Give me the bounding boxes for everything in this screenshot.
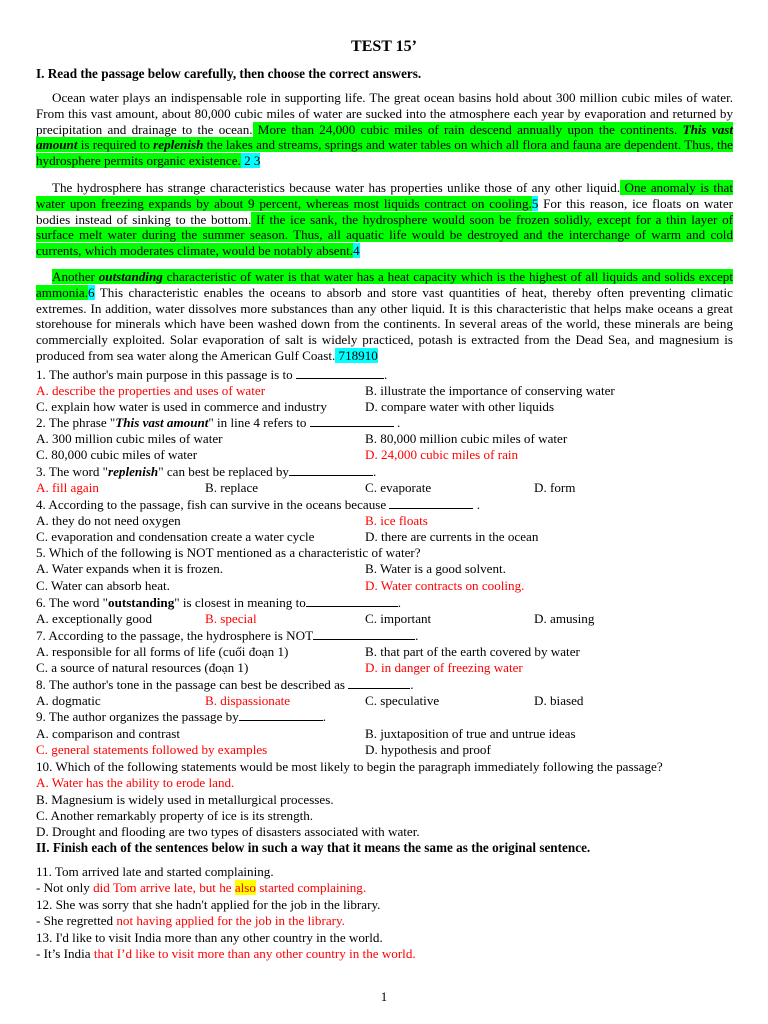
sentence-11: 11. Tom arrived late and started complaining. (36, 864, 274, 879)
q4-option-b[interactable]: B. ice floats (365, 513, 428, 528)
q3-option-c[interactable]: C. evaporate (365, 480, 432, 495)
q8-option-d[interactable]: D. biased (534, 693, 584, 708)
sentence-11-answer: - Not only did Tom arrive late, but he also started complaining. (36, 880, 367, 895)
question-5-stem: 5. Which of the following is NOT mentioned as a characteristic of water? (36, 545, 421, 560)
q9-option-c[interactable]: C. general statements followed by examples (36, 742, 268, 757)
q5-option-b[interactable]: B. Water is a good solvent. (365, 561, 506, 576)
q3-option-d[interactable]: D. form (534, 480, 576, 495)
q3-option-a[interactable]: A. fill again (36, 480, 99, 495)
q7-option-a[interactable]: A. responsible for all forms of life (cuối đoạn 1) (36, 644, 289, 659)
section-2-heading: II. Finish each of the sentences below in such a way that it means the same as the original sentence. (36, 840, 591, 855)
sentence-13-answer: - It’s India that I’d like to visit more than any other country in the world. (36, 946, 416, 961)
passage-paragraph-2: The hydrosphere has strange characteristics because water has properties unlike those of any other liquid. One anomaly is that water upon freezing expands by about 9 percent, whereas most liquids contract on cooling.5 For this reason, ice floats on water bodies instead of sinking to the bottom. If the ice sank, the hydrosphere would soon be frozen solidly, except for a thin layer of surface melt water during the summer season. Thus, all aquatic life would be destroyed and the interchange of warm and cold currents, which moderates climate, would be notably absent.4 (36, 180, 733, 259)
q10-option-c[interactable]: C. Another remarkably property of ice is its strength. (36, 808, 314, 823)
q6-option-b[interactable]: B. special (205, 611, 257, 626)
sentence-12-answer: - She regretted not having applied for the job in the library. (36, 913, 345, 928)
question-8-stem: 8. The author's tone in the passage can best be described as . (36, 677, 414, 692)
question-2-stem: 2. The phrase "This vast amount" in line 4 refers to . (36, 415, 401, 430)
q6-option-c[interactable]: C. important (365, 611, 432, 626)
q10-option-d[interactable]: D. Drought and flooding are two types of disasters associated with water. (36, 824, 420, 839)
test-title: TEST 15’ (351, 38, 417, 55)
q7-option-d[interactable]: D. in danger of freezing water (365, 660, 523, 675)
q3-option-b[interactable]: B. replace (205, 480, 259, 495)
page-number: 1 (380, 989, 388, 1004)
q5-option-c[interactable]: C. Water can absorb heat. (36, 578, 170, 593)
q4-option-a[interactable]: A. they do not need oxygen (36, 513, 181, 528)
section-1-heading: I. Read the passage below carefully, then choose the correct answers. (36, 66, 422, 81)
q1-option-a[interactable]: A. describe the properties and uses of water (36, 383, 266, 398)
q2-option-c[interactable]: C. 80,000 cubic miles of water (36, 447, 198, 462)
passage-paragraph-3: Another outstanding characteristic of water is that water has a heat capacity which is the highest of all liquids and solids except ammonia.6 This characteristic enables the oceans to absorb and store vast quantities of heat, thereby often preventing climatic extremes. In addition, water dissolves more substances than any other liquid. It is this characteristic that helps make oceans a great storehouse for minerals which have been washed down from the continents. In several areas of the world, these minerals are being commercially exploited. Solar evaporation of salt is widely practiced, potash is extracted from the Dead Sea, and magnesium is produced from sea water along the American Gulf Coast. 718910 (36, 269, 733, 363)
question-9-stem: 9. The author organizes the passage by . (36, 709, 327, 724)
q4-option-c[interactable]: C. evaporation and condensation create a water cycle (36, 529, 315, 544)
q7-option-c[interactable]: C. a source of natural resources (đoạn 1) (36, 660, 249, 675)
sentence-13: 13. I'd like to visit India more than any other country in the world. (36, 930, 383, 945)
question-3-stem: 3. The word "replenish" can best be replaced by . (36, 464, 377, 479)
q5-option-a[interactable]: A. Water expands when it is frozen. (36, 561, 224, 576)
q9-option-a[interactable]: A. comparison and contrast (36, 726, 180, 741)
sentence-12: 12. She was sorry that she hadn't applied for the job in the library. (36, 897, 381, 912)
q10-option-a[interactable]: A. Water has the ability to erode land. (36, 775, 235, 790)
q8-option-b[interactable]: B. dispassionate (205, 693, 291, 708)
q5-option-d[interactable]: D. Water contracts on cooling. (365, 578, 525, 593)
q2-option-d[interactable]: D. 24,000 cubic miles of rain (365, 447, 519, 462)
q6-option-d[interactable]: D. amusing (534, 611, 595, 626)
question-6-stem: 6. The word "outstanding" is closest in meaning to . (36, 595, 402, 610)
q8-option-c[interactable]: C. speculative (365, 693, 440, 708)
q2-option-b[interactable]: B. 80,000 million cubic miles of water (365, 431, 568, 446)
question-4-stem: 4. According to the passage, fish can survive in the oceans because . (36, 497, 480, 512)
q1-option-c[interactable]: C. explain how water is used in commerce and industry (36, 399, 327, 414)
q8-option-a[interactable]: A. dogmatic (36, 693, 101, 708)
question-1-stem: 1. The author's main purpose in this passage is to . (36, 367, 388, 382)
q9-option-d[interactable]: D. hypothesis and proof (365, 742, 491, 757)
q7-option-b[interactable]: B. that part of the earth covered by water (365, 644, 580, 659)
q2-option-a[interactable]: A. 300 million cubic miles of water (36, 431, 223, 446)
q6-option-a[interactable]: A. exceptionally good (36, 611, 152, 626)
question-10-stem: 10. Which of the following statements would be most likely to begin the paragraph immediately following the passage? (36, 759, 663, 774)
q9-option-b[interactable]: B. juxtaposition of true and untrue ideas (365, 726, 576, 741)
question-7-stem: 7. According to the passage, the hydrosphere is NOT . (36, 628, 419, 643)
q4-option-d[interactable]: D. there are currents in the ocean (365, 529, 539, 544)
passage-paragraph-1: Ocean water plays an indispensable role in supporting life. The great ocean basins hold about 300 million cubic miles of water. From this vast amount, about 80,000 cubic miles of water are sucked into the atmosphere each year by evaporation and returned by precipitation and drainage to the ocean. More than 24,000 cubic miles of rain descend annually upon the continents. This vast amount is required to replenish the lakes and streams, springs and water tables on which all flora and fauna are dependent. Thus, the hydrosphere permits organic existence. 2 3 (36, 90, 733, 169)
q1-option-b[interactable]: B. illustrate the importance of conserving water (365, 383, 615, 398)
q1-option-d[interactable]: D. compare water with other liquids (365, 399, 555, 414)
q10-option-b[interactable]: B. Magnesium is widely used in metallurgical processes. (36, 792, 334, 807)
